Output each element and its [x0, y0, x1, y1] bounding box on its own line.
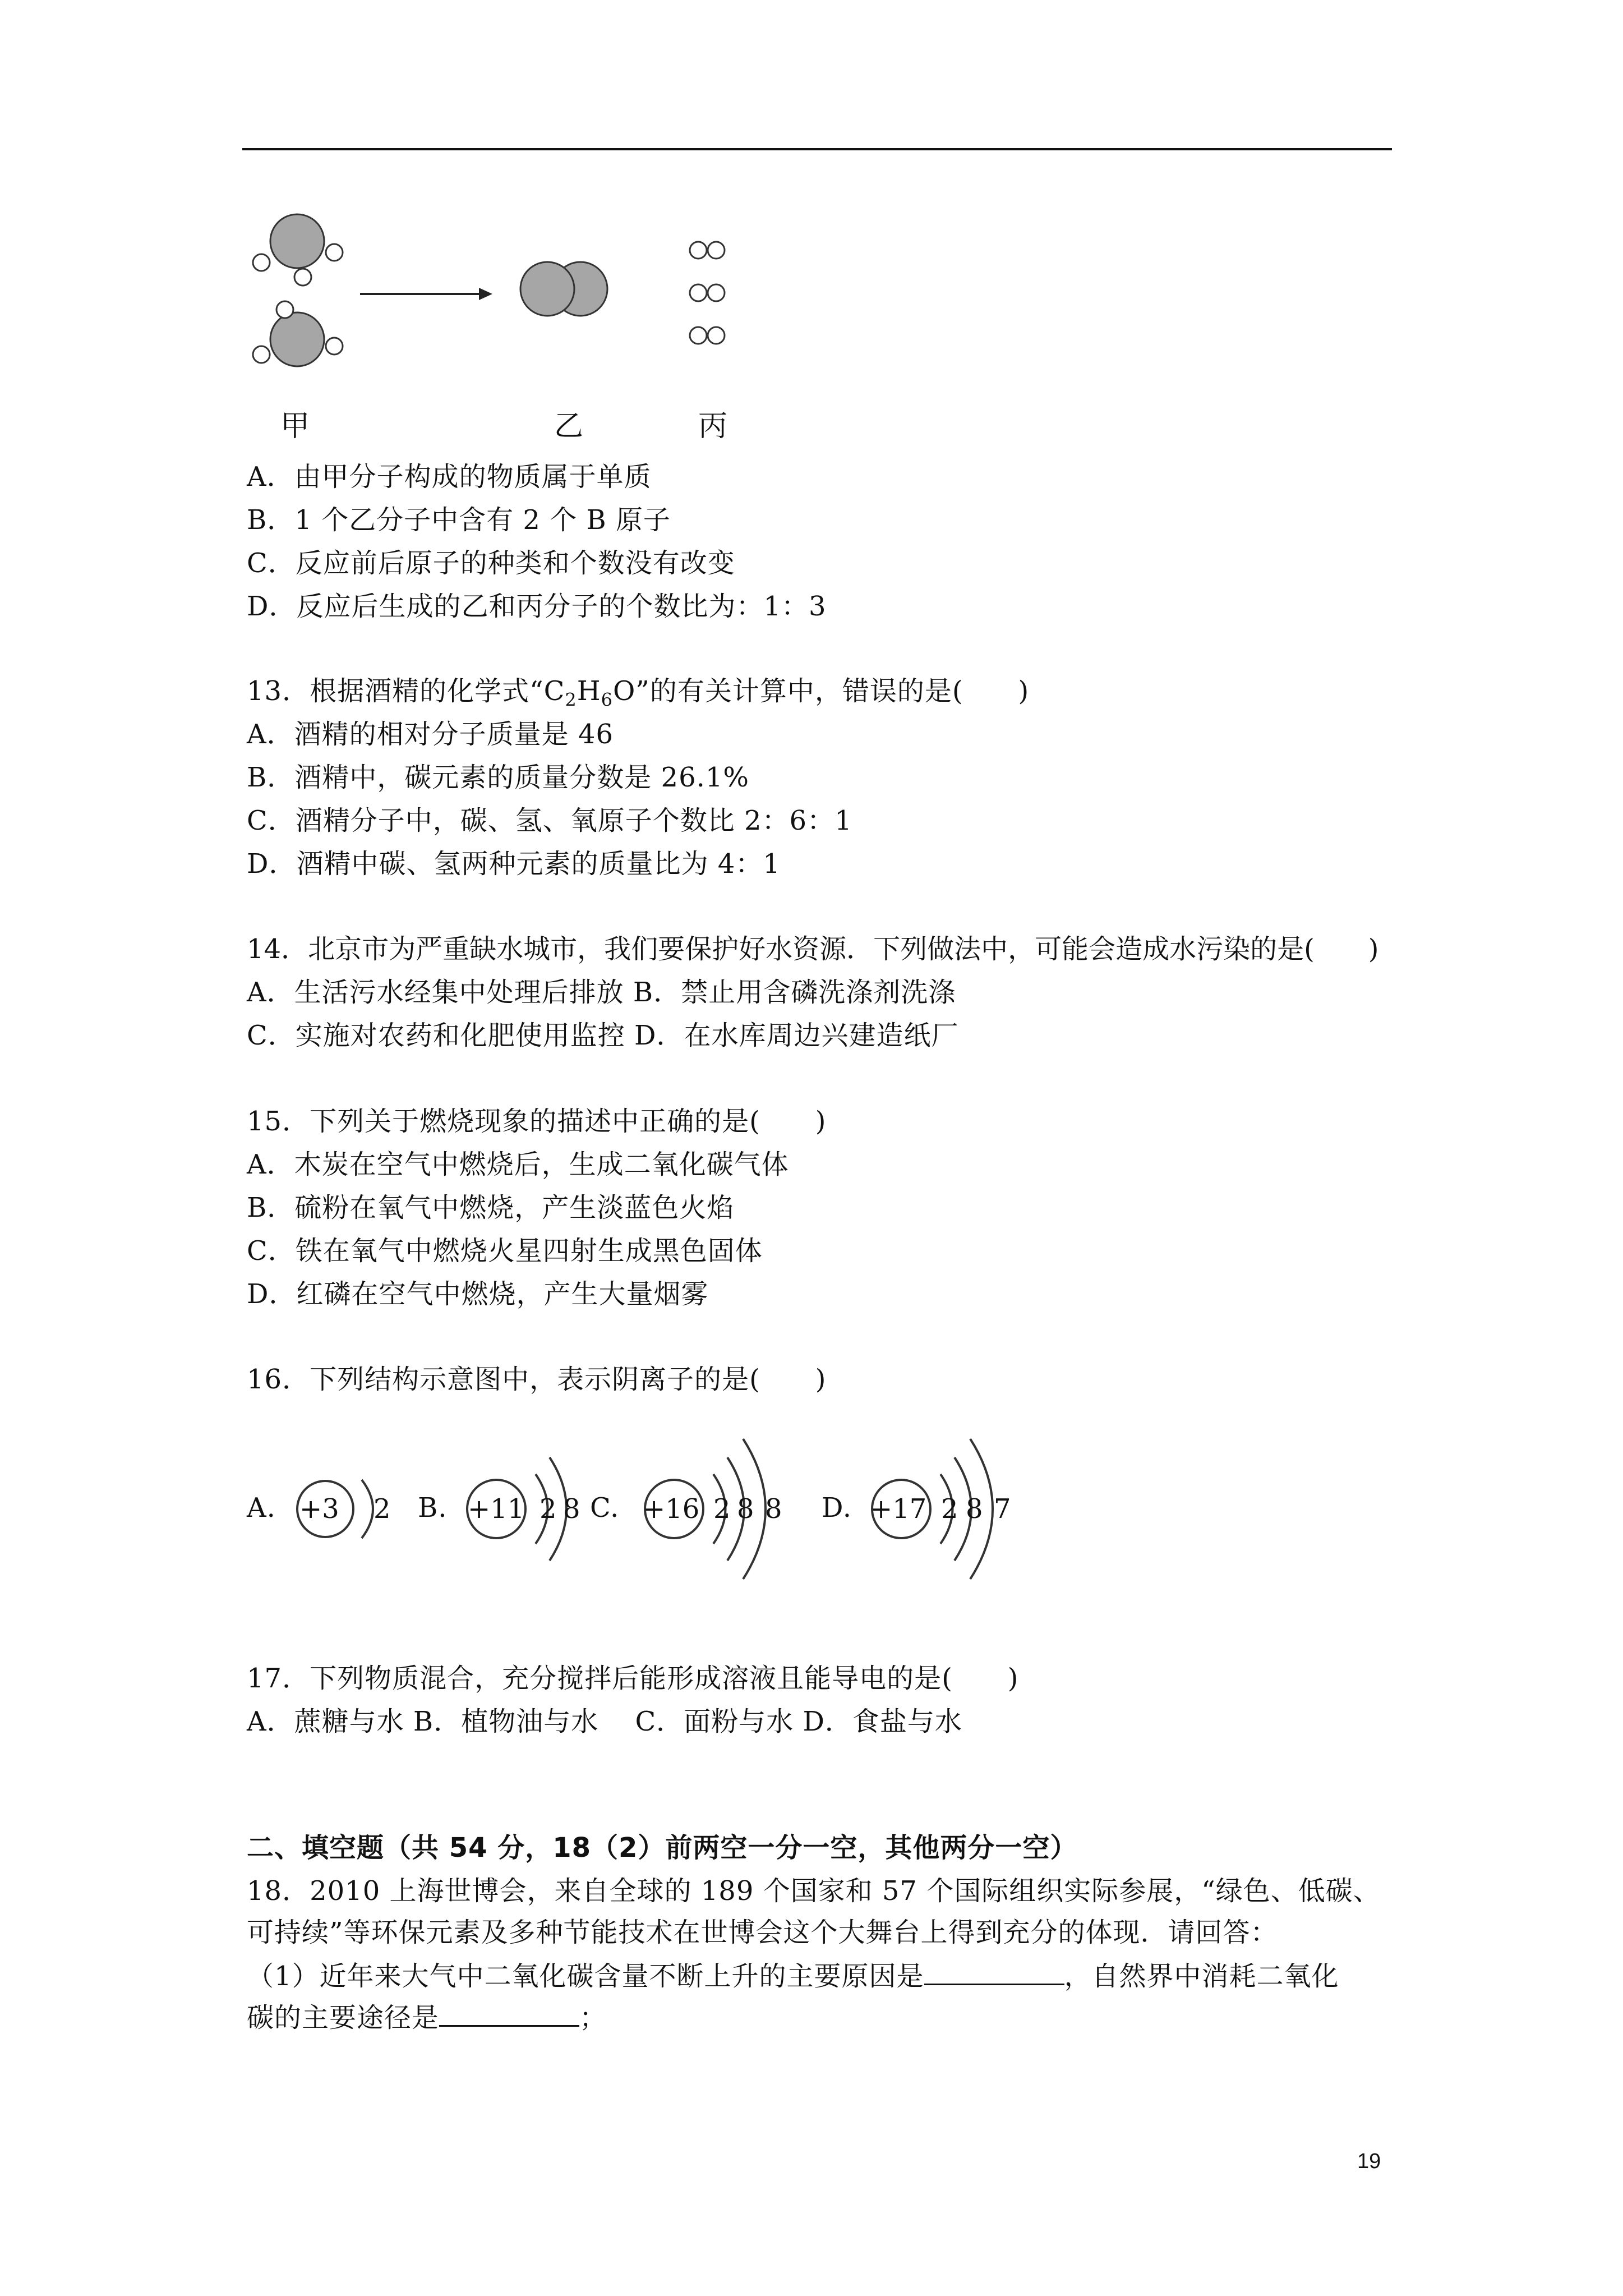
q13-option-c: C．酒精分子中，碳、氢、氧原子个数比 2：6：1 [247, 805, 852, 836]
q15-stem: 15．下列关于燃烧现象的描述中正确的是( ) [247, 1106, 827, 1137]
atom-c-nucleus: +16 [643, 1493, 700, 1525]
q13-stem: 13．根据酒精的化学式“$C_2H_6O$”的有关计算中，错误的是( ) [247, 675, 1030, 711]
page-number: 19 [1357, 2150, 1381, 2173]
q12-option-d: D．反应后生成的乙和丙分子的个数比为：1：3 [247, 591, 827, 622]
atom-d-electrons-2: 8 [966, 1493, 983, 1525]
section-heading: 二、填空题（共 54 分，18（2）前两空一分一空，其他两分一空） [247, 1832, 1078, 1864]
q16-letter-b: B. [418, 1492, 448, 1524]
q15-option-d: D．红磷在空气中燃烧，产生大量烟雾 [247, 1278, 709, 1310]
atom-d-electrons-1: 2 [941, 1493, 958, 1525]
q16-stem: 16．下列结构示意图中，表示阴离子的是( ) [247, 1364, 827, 1395]
q12-option-b: B．1 个乙分子中含有 2 个 B 原子 [247, 504, 671, 536]
label-yi: 乙 [554, 409, 584, 443]
q14-options-line1: A．生活污水经集中处理后排放 B．禁止用含磷洗涤剂洗涤 [247, 977, 956, 1008]
q18-line4: 碳的主要途径是 ； [247, 1998, 607, 2036]
atom-c-electrons-1: 2 [713, 1493, 731, 1525]
label-jia: 甲 [280, 409, 310, 443]
q12-option-a: A．由甲分子构成的物质属于单质 [247, 461, 652, 493]
header-rule [242, 148, 1392, 150]
reaction-diagram [241, 208, 746, 398]
atom-c-electrons-3: 8 [765, 1493, 782, 1525]
atom-a-nucleus: +3 [299, 1493, 339, 1525]
molecule-jia-bottom [253, 301, 343, 366]
q15-option-c: C．铁在氧气中燃烧火星四射生成黑色固体 [247, 1235, 763, 1267]
q18-line2: 可持续”等环保元素及多种节能技术在世博会这个大舞台上得到充分的体现．请回答： [247, 1917, 1278, 1948]
atom-b-nucleus: +11 [468, 1493, 525, 1525]
q16-letter-a: A. [247, 1492, 276, 1524]
q18-line3: （1）近年来大气中二氧化碳含量不断上升的主要原因是 ，自然界中消耗二氧化 [247, 1957, 1339, 1994]
label-bing: 丙 [698, 409, 728, 443]
atom-c-electrons-2: 8 [737, 1493, 754, 1525]
q13-option-d: D．酒精中碳、氢两种元素的质量比为 4：1 [247, 848, 781, 880]
reaction-arrow [360, 288, 492, 300]
atom-b-electrons-2: 8 [563, 1493, 580, 1525]
atom-a-electrons-1: 2 [374, 1493, 391, 1525]
answer-blank-1[interactable] [924, 1957, 1064, 1985]
atom-d-electrons-3: 7 [994, 1493, 1011, 1525]
q13-option-a: A．酒精的相对分子质量是 46 [247, 719, 614, 750]
q15-option-a: A．木炭在空气中燃烧后，生成二氧化碳气体 [247, 1149, 789, 1180]
q17-stem: 17．下列物质混合，充分搅拌后能形成溶液且能导电的是( ) [247, 1663, 1019, 1694]
q16-letter-d: D. [822, 1492, 852, 1524]
q12-option-c: C．反应前后原子的种类和个数没有改变 [247, 547, 735, 579]
q15-option-b: B．硫粉在氧气中燃烧，产生淡蓝色火焰 [247, 1192, 735, 1223]
q18-line1: 18．2010 上海世博会，来自全球的 189 个国家和 57 个国际组织实际参展，“绿色、低碳、 [247, 1875, 1381, 1907]
q14-stem: 14．北京市为严重缺水城市，我们要保护好水资源．下列做法中，可能会造成水污染的是( ) [247, 933, 1379, 965]
q14-options-line2: C．实施对农药和化肥使用监控 D．在水库周边兴建造纸厂 [247, 1020, 959, 1051]
answer-blank-2[interactable] [439, 1998, 579, 2027]
molecule-yi [520, 262, 607, 316]
molecule-jia-top [253, 214, 343, 286]
q13-option-b: B．酒精中，碳元素的质量分数是 26.1% [247, 762, 750, 793]
molecule-bing [690, 242, 725, 344]
q16-letter-c: C. [590, 1492, 620, 1524]
q17-options: A．蔗糖与水 B．植物油与水 C．面粉与水 D．食盐与水 [247, 1706, 962, 1737]
atom-b-electrons-1: 2 [540, 1493, 557, 1525]
atom-d-nucleus: +17 [870, 1493, 927, 1525]
